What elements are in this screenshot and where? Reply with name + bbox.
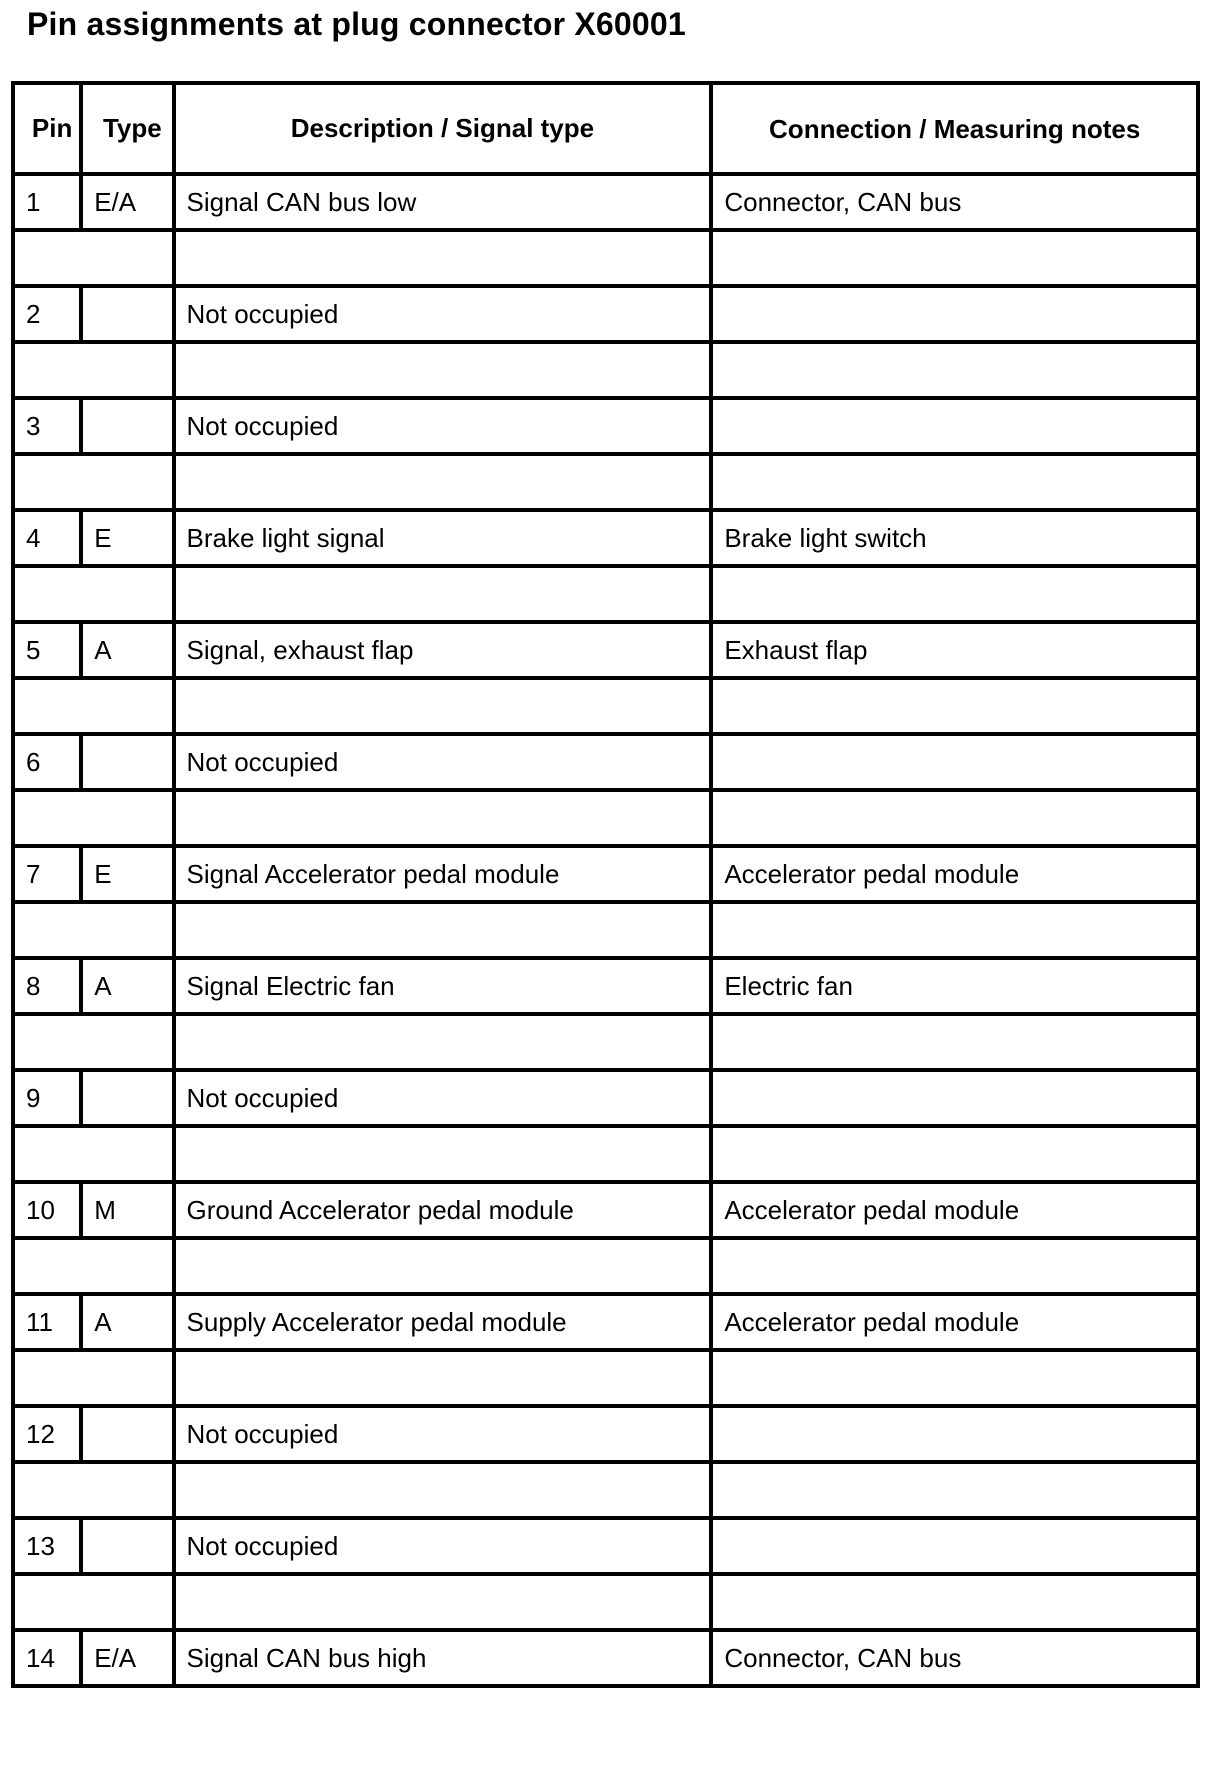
cell-type [81, 398, 173, 454]
cell-description: Ground Accelerator pedal module [174, 1182, 712, 1238]
spacer-cell [711, 1238, 1198, 1294]
spacer-cell [711, 1462, 1198, 1518]
cell-connection [711, 398, 1198, 454]
spacer-row [13, 566, 1198, 622]
cell-connection [711, 1518, 1198, 1574]
cell-pin: 13 [13, 1518, 81, 1574]
spacer-cell [13, 1574, 174, 1630]
spacer-cell [13, 230, 174, 286]
cell-description: Not occupied [174, 286, 712, 342]
cell-pin: 6 [13, 734, 81, 790]
page-title: Pin assignments at plug connector X60001 [27, 6, 686, 42]
cell-connection: Connector, CAN bus [711, 174, 1198, 230]
cell-connection [711, 1406, 1198, 1462]
table-row [13, 1406, 1198, 1462]
table-row [13, 622, 1198, 678]
spacer-cell [174, 566, 712, 622]
spacer-row [13, 1462, 1198, 1518]
cell-type: E [81, 846, 173, 902]
table-row [13, 958, 1198, 1014]
cell-type: E/A [81, 174, 173, 230]
spacer-row [13, 1014, 1198, 1070]
cell-type [81, 1070, 173, 1126]
spacer-cell [711, 678, 1198, 734]
cell-connection: Electric fan [711, 958, 1198, 1014]
cell-pin: 4 [13, 510, 81, 566]
table-row [13, 734, 1198, 790]
cell-connection: Accelerator pedal module [711, 1182, 1198, 1238]
cell-type: E/A [81, 1630, 173, 1686]
cell-connection: Brake light switch [711, 510, 1198, 566]
spacer-cell [174, 342, 712, 398]
cell-type [81, 1518, 173, 1574]
cell-type: A [81, 622, 173, 678]
spacer-cell [711, 790, 1198, 846]
spacer-cell [711, 902, 1198, 958]
spacer-row [13, 1238, 1198, 1294]
spacer-cell [13, 566, 174, 622]
spacer-row [13, 1574, 1198, 1630]
header-connection: Connection / Measuring notes [711, 83, 1198, 174]
cell-type: M [81, 1182, 173, 1238]
spacer-cell [13, 678, 174, 734]
table-row [13, 846, 1198, 902]
cell-pin: 9 [13, 1070, 81, 1126]
spacer-cell [13, 1238, 174, 1294]
spacer-cell [13, 1350, 174, 1406]
spacer-cell [174, 454, 712, 510]
cell-type: E [81, 510, 173, 566]
cell-type: A [81, 1294, 173, 1350]
header-description: Description / Signal type [174, 83, 712, 174]
table-row [13, 174, 1198, 230]
cell-connection [711, 734, 1198, 790]
spacer-row [13, 902, 1198, 958]
cell-pin: 1 [13, 174, 81, 230]
cell-pin: 14 [13, 1630, 81, 1686]
spacer-cell [13, 902, 174, 958]
table-body [13, 174, 1198, 1686]
cell-description: Signal CAN bus high [174, 1630, 712, 1686]
cell-type: A [81, 958, 173, 1014]
cell-description: Not occupied [174, 1518, 712, 1574]
spacer-cell [711, 342, 1198, 398]
cell-type [81, 286, 173, 342]
cell-pin: 8 [13, 958, 81, 1014]
cell-pin: 12 [13, 1406, 81, 1462]
table-row [13, 1294, 1198, 1350]
cell-description: Signal, exhaust flap [174, 622, 712, 678]
spacer-cell [13, 1462, 174, 1518]
spacer-row [13, 1126, 1198, 1182]
cell-pin: 3 [13, 398, 81, 454]
spacer-cell [174, 1462, 712, 1518]
cell-description: Signal Accelerator pedal module [174, 846, 712, 902]
spacer-cell [174, 1238, 712, 1294]
spacer-row [13, 454, 1198, 510]
cell-description: Signal CAN bus low [174, 174, 712, 230]
spacer-cell [174, 1350, 712, 1406]
cell-pin: 10 [13, 1182, 81, 1238]
table-row [13, 1630, 1198, 1686]
cell-connection [711, 1070, 1198, 1126]
cell-connection: Exhaust flap [711, 622, 1198, 678]
header-type: Type [81, 83, 173, 174]
spacer-row [13, 790, 1198, 846]
spacer-row [13, 678, 1198, 734]
header-pin: Pin [13, 83, 81, 174]
cell-type [81, 734, 173, 790]
table-row [13, 286, 1198, 342]
cell-connection: Connector, CAN bus [711, 1630, 1198, 1686]
cell-type [81, 1406, 173, 1462]
spacer-cell [174, 1014, 712, 1070]
spacer-cell [711, 1126, 1198, 1182]
spacer-cell [174, 902, 712, 958]
spacer-cell [711, 566, 1198, 622]
table-row [13, 1182, 1198, 1238]
spacer-cell [13, 1014, 174, 1070]
cell-description: Brake light signal [174, 510, 712, 566]
spacer-cell [711, 454, 1198, 510]
cell-description: Not occupied [174, 1406, 712, 1462]
spacer-cell [13, 1126, 174, 1182]
cell-pin: 7 [13, 846, 81, 902]
spacer-row [13, 1350, 1198, 1406]
header-row [13, 83, 1198, 174]
spacer-cell [13, 454, 174, 510]
spacer-cell [174, 790, 712, 846]
cell-description: Not occupied [174, 398, 712, 454]
spacer-cell [13, 342, 174, 398]
cell-pin: 2 [13, 286, 81, 342]
table-row [13, 1518, 1198, 1574]
cell-pin: 5 [13, 622, 81, 678]
table-row [13, 398, 1198, 454]
cell-description: Not occupied [174, 734, 712, 790]
spacer-cell [711, 1014, 1198, 1070]
spacer-cell [711, 1350, 1198, 1406]
spacer-cell [711, 230, 1198, 286]
spacer-cell [711, 1574, 1198, 1630]
spacer-cell [13, 790, 174, 846]
spacer-cell [174, 1574, 712, 1630]
spacer-row [13, 230, 1198, 286]
cell-connection [711, 286, 1198, 342]
cell-description: Signal Electric fan [174, 958, 712, 1014]
cell-description: Supply Accelerator pedal module [174, 1294, 712, 1350]
spacer-cell [174, 678, 712, 734]
pin-assignment-table [11, 81, 1200, 1688]
spacer-cell [174, 1126, 712, 1182]
cell-description: Not occupied [174, 1070, 712, 1126]
table-row [13, 1070, 1198, 1126]
cell-connection: Accelerator pedal module [711, 846, 1198, 902]
spacer-row [13, 342, 1198, 398]
cell-pin: 11 [13, 1294, 81, 1350]
table-row [13, 510, 1198, 566]
cell-connection: Accelerator pedal module [711, 1294, 1198, 1350]
spacer-cell [174, 230, 712, 286]
